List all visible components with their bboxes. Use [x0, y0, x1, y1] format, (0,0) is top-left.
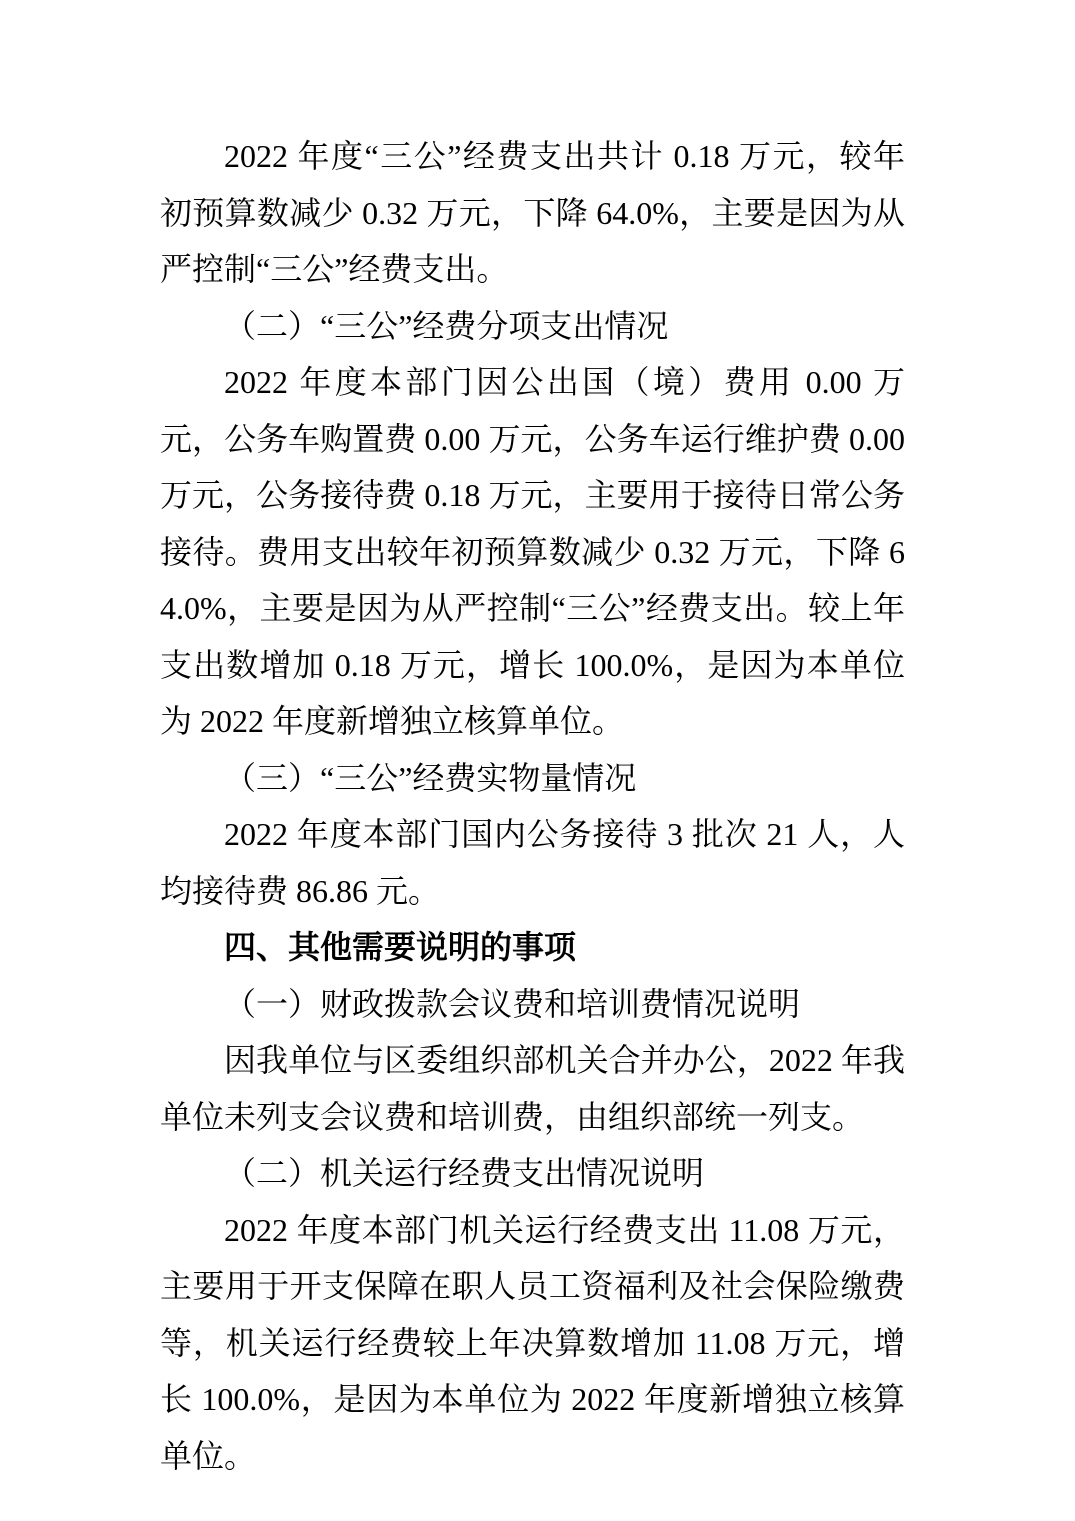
- para-operating-expenses-detail: 2022 年度本部门机关运行经费支出 11.08 万元，主要用于开支保障在职人员工资福利及社会保险缴费等，机关运行经费较上年决算数增加 11.08 万元，增长 100.0%，是因为本单位为 2022 年度新增独立核算单位。: [160, 1211, 905, 1474]
- heading-meeting-training-fees: （一）财政拨款会议费和培训费情况说明: [224, 985, 801, 1022]
- para-sangong-itemized-detail: 2022 年度本部门因公出国（境）费用 0.00 万元，公务车购置费 0.00 万元，公务车运行维护费 0.00 万元，公务接待费 0.18 万元，主要用于接待日常公务接待。费用支出较年初预算数减少 0.32 万元，下降 64.0%，主要是因为从严控制“三公”经费支出。较上年支出数增加 0.18 万元，增长 100.0%，是因为本单位为 2022 年度新增独立核算单位。: [160, 364, 905, 739]
- para-meeting-training-detail: 因我单位与区委组织部机关合并办公，2022 年我单位未列支会议费和培训费，由组织部统一列支。: [160, 1042, 905, 1135]
- document-body: [160, 128, 905, 1484]
- heading-operating-expenses: （二）机关运行经费支出情况说明: [224, 1155, 705, 1191]
- para-sangong-physical-detail: 2022 年度本部门国内公务接待 3 批次 21 人，人均接待费 86.86 元。: [160, 816, 905, 909]
- heading-sangong-physical: （三）“三公”经费实物量情况: [224, 759, 637, 796]
- heading-sangong-itemized: （二）“三公”经费分项支出情况: [224, 307, 669, 344]
- para-sangong-total: 2022 年度“三公”经费支出共计 0.18 万元，较年初预算数减少 0.32 万元，下降 64.0%，主要是因为从严控制“三公”经费支出。: [160, 138, 905, 287]
- heading-other-matters: 四、其他需要说明的事项: [224, 929, 577, 965]
